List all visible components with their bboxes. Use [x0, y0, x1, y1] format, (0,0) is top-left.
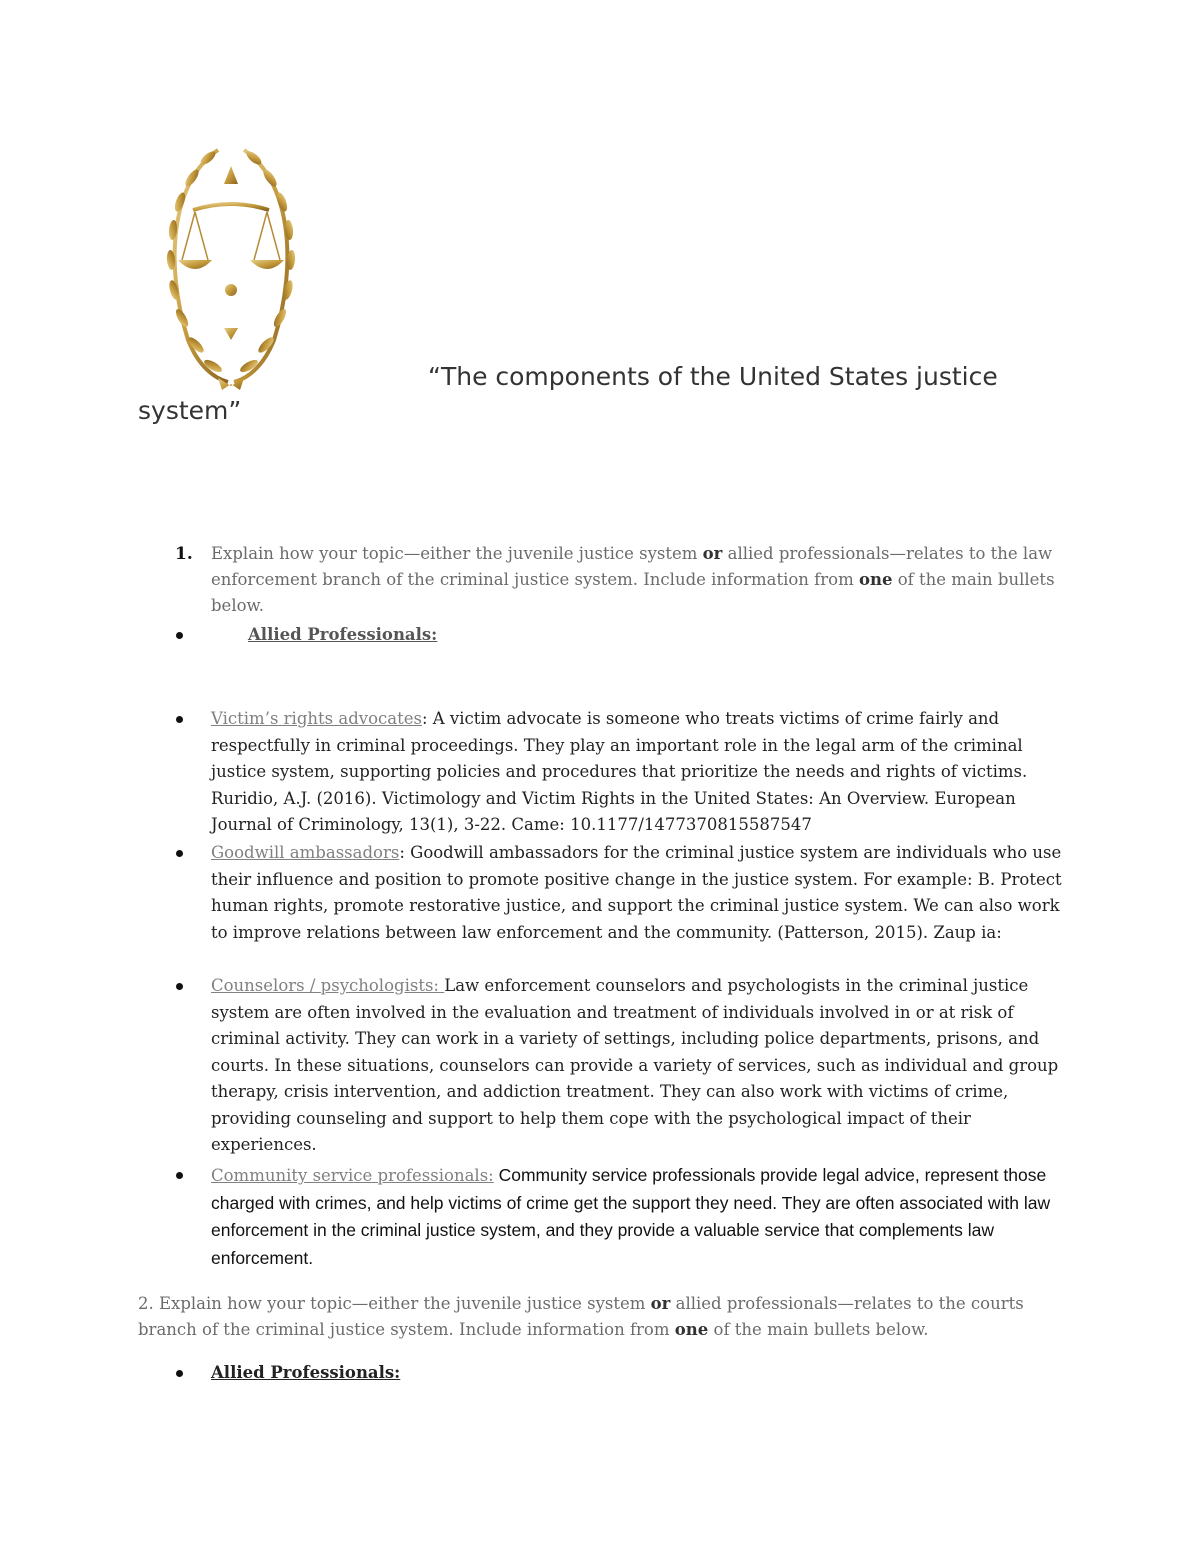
bullet-icon	[176, 1172, 183, 1179]
bullet-icon	[176, 1370, 183, 1377]
q1-one: one	[859, 570, 893, 589]
item-body: Community service professionals provide legal advice, represent those charged with crimes, and help victims of crime get the support they need. They are often associated with law enforcement in the criminal justice system, and they provide a valuable service that complements law enforcement.	[211, 1165, 1051, 1268]
item-lead: Victim’s rights advocates	[211, 709, 422, 728]
list-item-victims-rights-advocates	[211, 706, 1071, 839]
scales-of-justice-seal-icon	[158, 140, 304, 390]
q2-or: or	[650, 1294, 671, 1313]
bullet-icon	[176, 716, 183, 723]
bullet-icon	[176, 983, 183, 990]
item-lead: Counselors / psychologists:	[211, 976, 445, 995]
q2-text-b: allied professionals—relates to the courts branch of the criminal justice system. Include information from	[138, 1294, 1024, 1339]
item-lead: Goodwill ambassadors	[211, 843, 400, 862]
q1-text-b: allied professionals—relates to the law enforcement branch of the criminal justice system. Include information from	[211, 544, 1053, 589]
question-1-number: 1.	[175, 544, 193, 564]
item-lead: Community service professionals:	[211, 1166, 494, 1185]
title-line-2: system”	[138, 396, 242, 425]
document-title	[138, 360, 1118, 428]
q1-text-a: Explain how your topic—either the juvenile justice system	[211, 544, 703, 563]
allied-professionals-heading-2: Allied Professionals:	[211, 1363, 401, 1382]
question-2-text	[138, 1291, 1068, 1343]
item-body: Law enforcement counselors and psychologists in the criminal justice system are often involved in the evaluation and treatment of individuals involved in or at risk of criminal activity. They can work in a variety of settings, including police departments, prisons, and courts. In these situations, counselors can provide a variety of services, such as individual and group therapy, crisis intervention, and addiction treatment. They can also work with victims of crime, providing counseling and support to help them cope with the psychological impact of their experiences.	[211, 976, 1059, 1154]
item-body: : Goodwill ambassadors for the criminal justice system are individuals who use their influence and position to promote positive change in the justice system. For example: B. Protect human rights, promote restorative justice, and support the criminal justice system. We can also work to improve relations between law enforcement and the community. (Patterson, 2015). Zaup ia:	[211, 843, 1062, 942]
q2-one: one	[674, 1320, 709, 1339]
list-item-counselors-psychologists	[211, 973, 1071, 1159]
item-body: : A victim advocate is someone who treats victims of crime fairly and respectfully in criminal proceedings. They play an important role in the legal arm of the criminal justice system, supporting policies and procedures that prioritize the needs and rights of victims. Ruridio, A.J. (2016). Victimology and Victim Rights in the United States: An Overview. European Journal of Criminology, 13(1), 3-22. Came: 10.1177/1477370815587547	[211, 709, 1028, 834]
list-item-goodwill-ambassadors	[211, 840, 1071, 946]
q1-or: or	[702, 544, 723, 563]
question-1-text	[211, 541, 1071, 619]
allied-professionals-heading-1: Allied Professionals:	[248, 625, 438, 644]
title-line-1: “The components of the United States justice	[428, 362, 998, 391]
q2-text-c: of the main bullets below.	[708, 1320, 929, 1339]
q2-text-a: 2. Explain how your topic—either the juvenile justice system	[138, 1294, 651, 1313]
bullet-icon	[176, 632, 183, 639]
bullet-icon	[176, 850, 183, 857]
q1-text-c: of the main bullets below.	[211, 570, 1055, 615]
list-item-community-service-professionals	[211, 1162, 1071, 1272]
